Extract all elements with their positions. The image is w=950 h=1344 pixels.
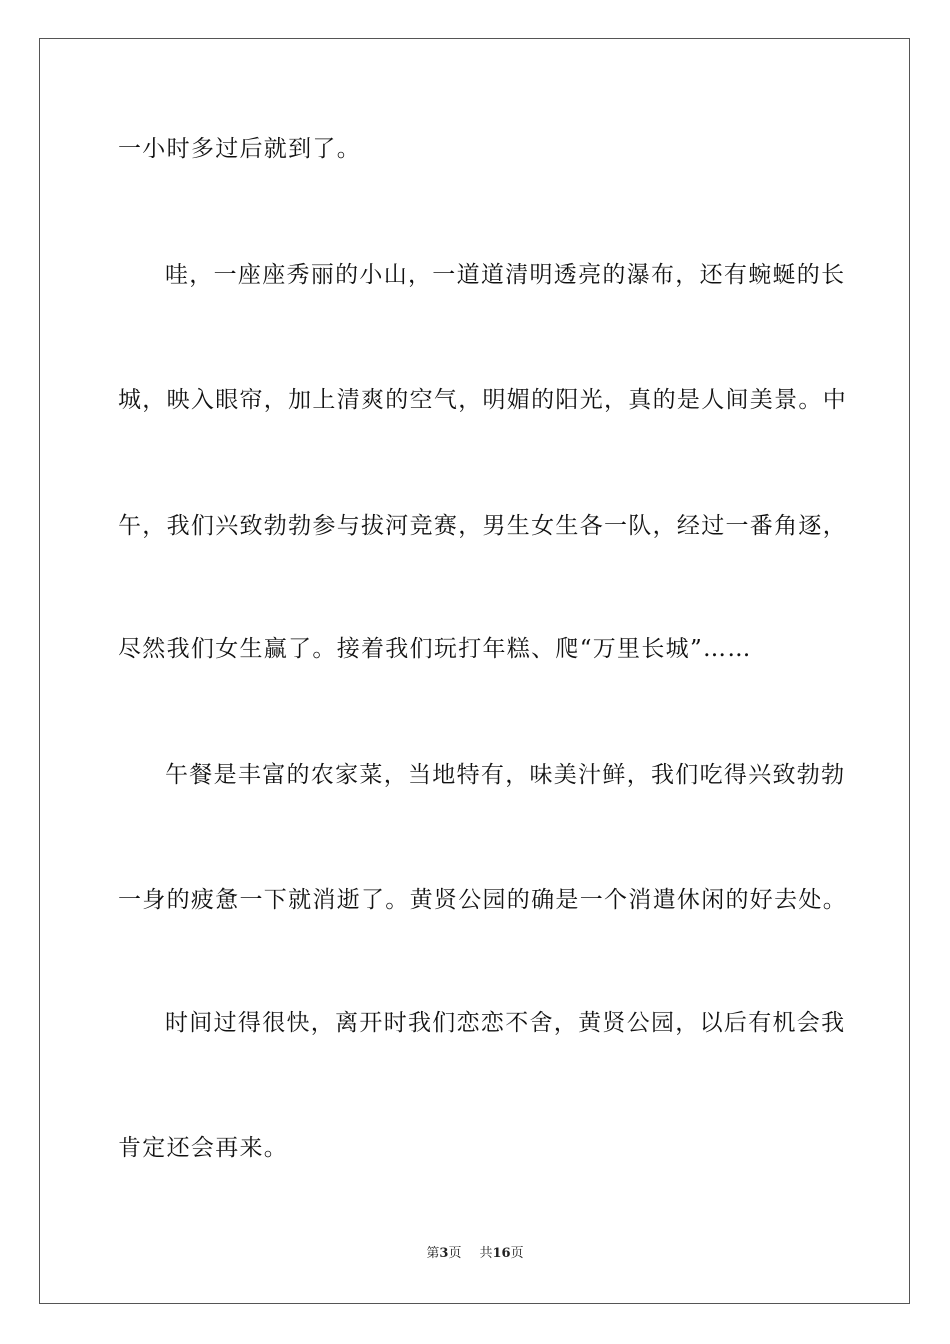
page-prefix: 第: [426, 1246, 440, 1261]
total-pages: 16: [492, 1246, 511, 1261]
text-line-9: 肯定还会再来。: [118, 1135, 289, 1161]
text-line-2: 哇，一座座秀丽的小山，一道道清明透亮的瀑布，还有蜿蜒的长: [165, 262, 846, 288]
page-footer: [0, 1245, 950, 1263]
text-line-5: 尽然我们女生赢了。接着我们玩打年糕、爬“万里长城”……: [118, 636, 752, 662]
page-suffix: 页: [448, 1246, 462, 1261]
page-number: 3: [439, 1246, 449, 1261]
total-prefix: 共: [479, 1246, 493, 1261]
text-line-6: 午餐是丰富的农家菜，当地特有，味美汁鲜，我们吃得兴致勃勃: [165, 762, 846, 788]
total-suffix: 页: [510, 1246, 524, 1261]
page-frame: [39, 38, 910, 1304]
text-line-4: 午，我们兴致勃勃参与拔河竞赛，男生女生各一队，经过一番角逐，: [118, 513, 847, 539]
text-line-7: 一身的疲惫一下就消逝了。黄贤公园的确是一个消遣休闲的好去处。: [118, 887, 847, 913]
text-line-3: 城，映入眼帘，加上清爽的空气，明媚的阳光，真的是人间美景。中: [118, 387, 847, 413]
text-line-1: 一小时多过后就到了。: [118, 136, 361, 162]
text-line-8: 时间过得很快，离开时我们恋恋不舍，黄贤公园，以后有机会我: [165, 1010, 846, 1036]
